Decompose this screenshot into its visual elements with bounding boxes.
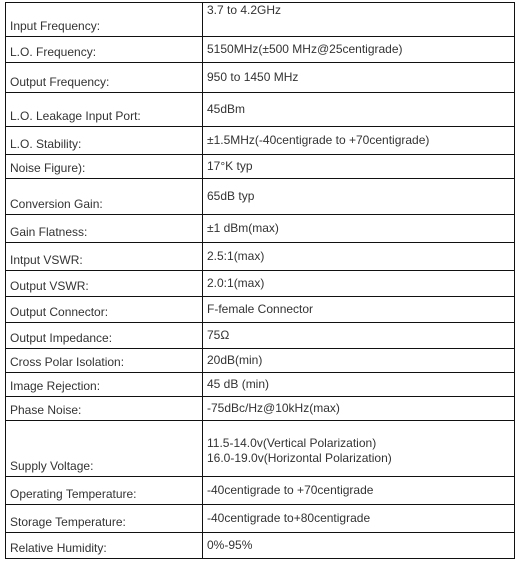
spec-row xyxy=(6,349,515,373)
spec-value-line: 16.0-19.0v(Horizontal Polarization) xyxy=(207,451,392,465)
spec-label: Conversion Gain: xyxy=(6,179,203,215)
spec-value-line: 75Ω xyxy=(207,328,230,342)
spec-label: Storage Temperature: xyxy=(6,505,203,533)
spec-row xyxy=(6,63,515,93)
spec-value-line: 2.5:1(max) xyxy=(207,249,265,263)
spec-row xyxy=(6,533,515,559)
spec-label: Input Frequency: xyxy=(6,3,203,37)
spec-value-line: 11.5-14.0v(Vertical Polarization) xyxy=(207,436,377,450)
spec-value xyxy=(203,179,515,215)
spec-value xyxy=(203,127,515,155)
spec-value xyxy=(203,155,515,179)
spec-value xyxy=(203,271,515,297)
spec-row xyxy=(6,421,515,477)
spec-value-line: 65dB typ xyxy=(207,189,255,203)
spec-table xyxy=(5,2,515,559)
spec-value-line: F-female Connector xyxy=(207,302,314,316)
spec-value-line: 20dB(min) xyxy=(207,353,263,367)
spec-row xyxy=(6,37,515,63)
spec-value-line: 0%-95% xyxy=(207,538,253,552)
spec-row xyxy=(6,373,515,397)
spec-label: Supply Voltage: xyxy=(6,421,203,477)
spec-label: Output Frequency: xyxy=(6,63,203,93)
spec-label: Output VSWR: xyxy=(6,271,203,297)
spec-value xyxy=(203,3,515,37)
spec-row xyxy=(6,179,515,215)
spec-row xyxy=(6,3,515,37)
spec-value xyxy=(203,477,515,505)
spec-value-line: -75dBc/Hz@10kHz(max) xyxy=(207,401,340,415)
spec-label: Phase Noise: xyxy=(6,397,203,421)
spec-label: L.O. Stability: xyxy=(6,127,203,155)
spec-row xyxy=(6,323,515,349)
spec-label: L.O. Leakage Input Port: xyxy=(6,93,203,127)
spec-label: Noise Figure): xyxy=(6,155,203,179)
spec-value xyxy=(203,349,515,373)
spec-value-line: 3.7 to 4.2GHz xyxy=(207,3,282,17)
spec-label: Cross Polar Isolation: xyxy=(6,349,203,373)
spec-label: Relative Humidity: xyxy=(6,533,203,559)
spec-value-line: 45 dB (min) xyxy=(207,377,270,391)
spec-value-line: 2.0:1(max) xyxy=(207,276,265,290)
spec-value xyxy=(203,243,515,271)
spec-row xyxy=(6,271,515,297)
spec-table-body xyxy=(6,3,515,559)
spec-value-line: ±1.5MHz(-40centigrade to +70centigrade) xyxy=(207,133,430,147)
spec-row xyxy=(6,477,515,505)
spec-row xyxy=(6,297,515,323)
spec-value xyxy=(203,373,515,397)
spec-row xyxy=(6,155,515,179)
spec-value xyxy=(203,323,515,349)
spec-value-line: 950 to 1450 MHz xyxy=(207,70,299,84)
spec-value xyxy=(203,297,515,323)
spec-value xyxy=(203,397,515,421)
spec-row xyxy=(6,215,515,243)
spec-row xyxy=(6,397,515,421)
spec-row xyxy=(6,93,515,127)
spec-value xyxy=(203,533,515,559)
spec-value xyxy=(203,215,515,243)
spec-value xyxy=(203,421,515,477)
spec-value-line: ±1 dBm(max) xyxy=(207,221,279,235)
spec-value-line xyxy=(207,421,510,436)
spec-value-line: -40centigrade to +70centigrade xyxy=(207,483,374,497)
spec-row xyxy=(6,127,515,155)
spec-label: Output Connector: xyxy=(6,297,203,323)
spec-label: Image Rejection: xyxy=(6,373,203,397)
spec-row xyxy=(6,505,515,533)
spec-value xyxy=(203,37,515,63)
spec-label: Gain Flatness: xyxy=(6,215,203,243)
spec-label: Output Impedance: xyxy=(6,323,203,349)
spec-row xyxy=(6,243,515,271)
spec-value-line: 17°K typ xyxy=(207,159,253,173)
spec-value-line: 45dBm xyxy=(207,102,246,116)
spec-label: Operating Temperature: xyxy=(6,477,203,505)
spec-value xyxy=(203,505,515,533)
spec-label: L.O. Frequency: xyxy=(6,37,203,63)
spec-value-line: 5150MHz(±500 MHz@25centigrade) xyxy=(207,42,403,56)
spec-label: Intput VSWR: xyxy=(6,243,203,271)
spec-value-line: -40centigrade to+80centigrade xyxy=(207,511,371,525)
spec-value xyxy=(203,93,515,127)
spec-value xyxy=(203,63,515,93)
